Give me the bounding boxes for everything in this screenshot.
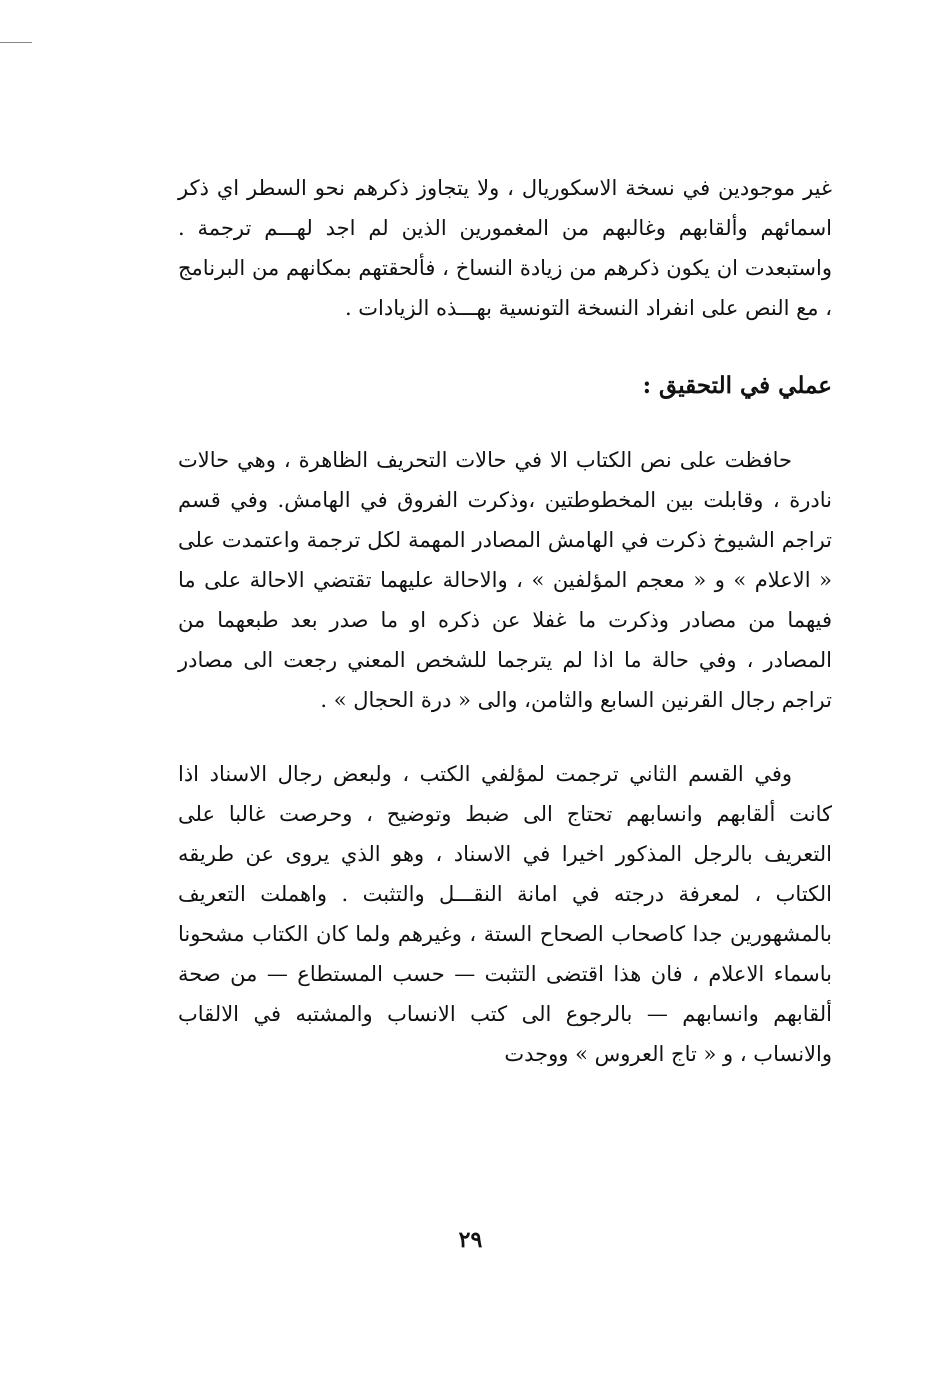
section-heading: عملي في التحقيق : xyxy=(642,372,832,399)
paragraph-1: غير موجودين في نسخة الاسكوريال ، ولا يتجاوز ذكرهم نحو السطر اي ذكر اسمائهم وألقابهم وغالبهم من المغمورين الذين لم اجد لهـــم ترجمة . واستبعدت ان يكون ذكرهم من زيادة النساخ ، فألحقتهم بمكانهم من البرنامج ، مع النص على انفراد النسخة التونسية بهـــذه الزيادات . xyxy=(178,176,832,320)
page-body xyxy=(178,168,832,1074)
scan-edge-mark xyxy=(0,42,32,43)
paragraph-2: حافظت على نص الكتاب الا في حالات التحريف الظاهرة ، وهي حالات نادرة ، وقابلت بين المخطوطتين ،وذكرت الفروق في الهامش. وفي قسم تراجم الشيوخ ذكرت في الهامش المصادر المهمة لكل ترجمة واعتمدت على « الاعلام » و « معجم المؤلفين » ، والاحالة عليهما تقتضي الاحالة على ما فيهما من مصادر وذكرت ما غفلا عن ذكره او ما صدر بعد طبعهما من المصادر ، وفي حالة ما اذا لم يترجما للشخص المعني رجعت الى مصادر تراجم رجال القرنين السابع والثامن، والى « درة الحجال » . xyxy=(178,448,832,712)
paragraph-3: وفي القسم الثاني ترجمت لمؤلفي الكتب ، ولبعض رجال الاسناد اذا كانت ألقابهم وانسابهم تحتاج الى ضبط وتوضيح ، وحرصت غالبا على التعريف بالرجل المذكور اخيرا في الاسناد ، وهو الذي يروى عن طريقه الكتاب ، لمعرفة درجته في امانة النقـــل والتثبت . واهملت التعريف بالمشهورين جدا كاصحاب الصحاح الستة ، وغيرهم ولما كان الكتاب مشحونا باسماء الاعلام ، فان هذا اقتضى التثبت — حسب المستطاع — من صحة ألقابهم وانسابهم — بالرجوع الى كتب الانساب والمشتبه في الالقاب والانساب ، و « تاج العروس » ووجدت xyxy=(178,762,832,1066)
page-number: ٢٩ xyxy=(458,1227,483,1253)
